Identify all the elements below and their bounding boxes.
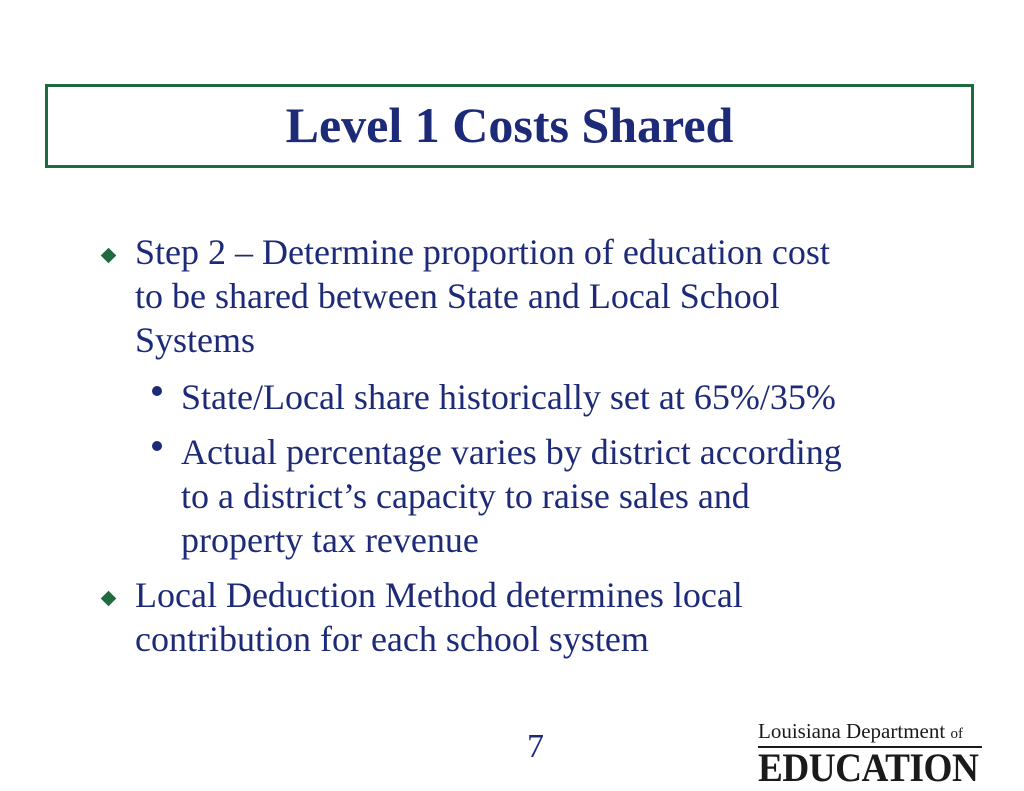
sub-bullet-line: property tax revenue — [181, 520, 479, 560]
sub-bullet-item — [181, 430, 961, 562]
sub-bullet-item — [181, 375, 961, 419]
logo-top-text — [758, 719, 963, 744]
dot-bullet-icon — [152, 386, 162, 396]
page-number: 7 — [527, 728, 544, 765]
bullet-item — [135, 573, 955, 661]
sub-bullet-line: to a district’s capacity to raise sales and — [181, 476, 750, 516]
slide-title: Level 1 Costs Shared — [285, 97, 734, 153]
bullet-line: Step 2 – Determine proportion of education cost — [135, 232, 830, 272]
diamond-bullet-icon — [101, 591, 117, 607]
bullet-line: contribution for each school system — [135, 619, 649, 659]
logo-education-text: EDUCATION — [758, 745, 979, 790]
bullet-line: to be shared between State and Local School — [135, 276, 780, 316]
dot-bullet-icon — [152, 441, 162, 451]
logo-of-text: of — [950, 726, 963, 742]
logo-department-text: Louisiana Department — [758, 719, 946, 743]
louisiana-doe-logo — [758, 719, 984, 790]
bullet-line: Systems — [135, 320, 256, 360]
bullet-item — [135, 230, 955, 362]
sub-bullet-line: Actual percentage varies by district according — [181, 432, 842, 472]
bullet-line: Local Deduction Method determines local — [135, 575, 743, 615]
diamond-bullet-icon — [101, 248, 117, 264]
sub-bullet-line: State/Local share historically set at 65%/35% — [181, 377, 836, 417]
